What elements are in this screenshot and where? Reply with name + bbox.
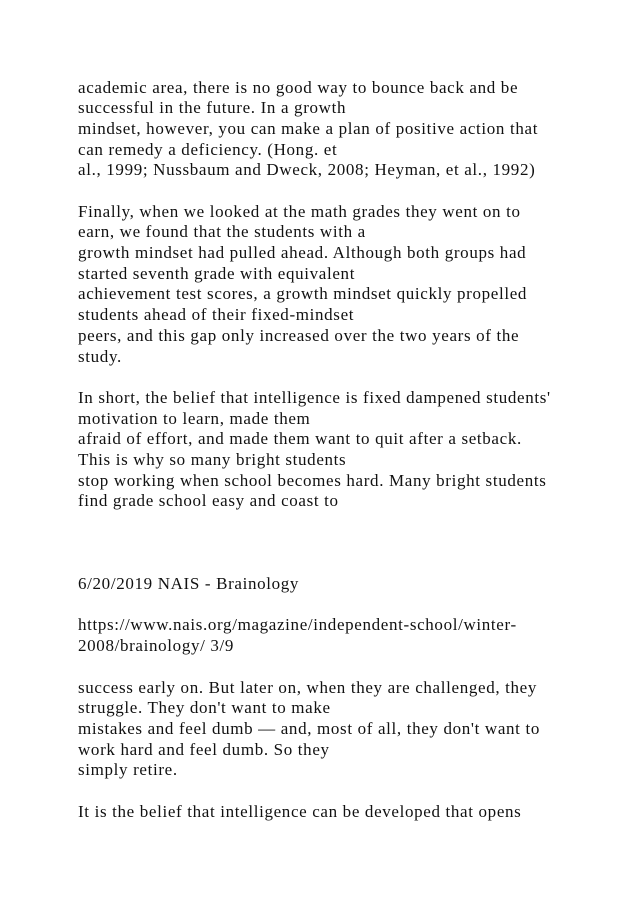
print-footer: [78, 615, 638, 656]
print-url-line: https://www.nais.org/magazine/independent-school/winter-: [78, 615, 517, 635]
text-line: can remedy a deficiency. (Hong. et: [78, 139, 338, 159]
text-line: find grade school easy and coast to: [78, 491, 339, 511]
body-paragraph: [78, 388, 638, 512]
body-paragraph: [78, 678, 638, 781]
body-paragraph: [78, 802, 638, 823]
text-line: work hard and feel dumb. So they: [78, 739, 330, 759]
text-line: students ahead of their fixed-mindset: [78, 305, 355, 325]
text-line: simply retire.: [78, 760, 178, 780]
text-line: successful in the future. In a growth: [78, 98, 347, 118]
text-line: al., 1999; Nussbaum and Dweck, 2008; Heyman, et al., 1992): [78, 160, 536, 180]
text-line: earn, we found that the students with a: [78, 222, 366, 242]
print-date-title: 6/20/2019 NAIS - Brainology: [78, 574, 300, 594]
print-url-line: 2008/brainology/ 3/9: [78, 636, 235, 656]
text-line: afraid of effort, and made them want to quit after a setback.: [78, 429, 522, 449]
text-line: growth mindset had pulled ahead. Although both groups had: [78, 243, 527, 263]
text-line: peers, and this gap only increased over the two years of the: [78, 325, 520, 345]
text-line: achievement test scores, a growth mindset quickly propelled: [78, 284, 528, 304]
text-line: It is the belief that intelligence can be developed that opens: [78, 801, 522, 821]
body-paragraph: [78, 78, 638, 181]
text-line: success early on. But later on, when they are challenged, they: [78, 677, 538, 697]
body-paragraph: [78, 202, 638, 368]
text-line: In short, the belief that intelligence is fixed dampened students': [78, 387, 551, 407]
text-line: struggle. They don't want to make: [78, 698, 331, 718]
text-line: mistakes and feel dumb — and, most of all, they don't want to: [78, 718, 540, 738]
print-header: [78, 574, 638, 595]
text-line: mindset, however, you can make a plan of positive action that: [78, 118, 539, 138]
text-line: stop working when school becomes hard. Many bright students: [78, 470, 547, 490]
text-line: This is why so many bright students: [78, 449, 347, 469]
text-line: study.: [78, 346, 122, 366]
text-line: motivation to learn, made them: [78, 408, 311, 428]
text-line: started seventh grade with equivalent: [78, 263, 356, 283]
text-line: Finally, when we looked at the math grades they went on to: [78, 201, 521, 221]
text-line: academic area, there is no good way to bounce back and be: [78, 77, 519, 97]
